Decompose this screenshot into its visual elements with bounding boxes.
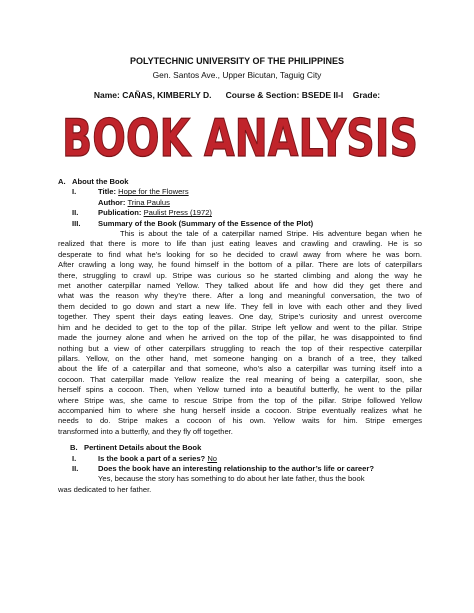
publication-row: II. Publication: Paulist Press (1972) xyxy=(72,208,212,218)
section-b-heading: B. Pertinent Details about the Book xyxy=(70,443,202,453)
summary-line: cocoon. That caterpillar made Yellow realize the real meaning of being a caterpillar, soon, she xyxy=(58,374,422,384)
section-a-heading: A. About the Book xyxy=(58,177,129,186)
series-answer: No xyxy=(207,453,218,463)
summary-line: nothing but a view of other caterpillars struggling to reach the top of their respective caterpillar xyxy=(58,343,422,353)
grade-label: Grade: xyxy=(352,90,381,100)
banner-title: BOOK ANALYSIS xyxy=(62,109,418,166)
summary-line: them decided to go down and start a new life. They fell in love with each other and they lived xyxy=(58,301,422,311)
title-row: I. Title: Hope for the Flowers xyxy=(72,187,189,197)
name-value: CAÑAS, KIMBERLY D. xyxy=(122,90,212,100)
summary-line: there, struggling to crawl up. Stripe was curious so he started climbing and along the way he xyxy=(58,270,422,280)
summary-line: transformed into a butterfly, and they fly off together. xyxy=(58,426,233,436)
summary-line: where Stripe was, she came to rescue Stripe from the top of the pillar. Stripe followed Yellow xyxy=(58,395,422,405)
author-row: Author: Trina Paulus xyxy=(98,197,170,207)
summary-line: pillars. Yellow, on the other hand, met someone hanging on a branch of a tree, they talked xyxy=(58,353,422,363)
summary-line: This is about the tale of a caterpillar named Stripe. His adventure began when he xyxy=(120,229,422,239)
summary-line: realized that there is more to life than just eating leaves and crawling and crawling. He is so xyxy=(58,239,422,249)
summary-line: met another caterpillar named Yellow. They talked about life and how did they get there and xyxy=(58,281,422,291)
summary-line: about the life of a caterpillar and that someone, who’s also a caterpillar was turning itself into a xyxy=(58,364,422,374)
summary-line: made the journey alone and when he arrived on the top of the pillar, he was disappointed to find xyxy=(58,333,422,343)
document-body xyxy=(58,177,422,495)
summary-line: desperate to find what he’s looking for so he decided to crawl away from where he was born. xyxy=(58,249,422,259)
university-name: POLYTECHNIC UNIVERSITY OF THE PHILIPPINES xyxy=(129,56,345,66)
university-address: Gen. Santos Ave., Upper Bicutan, Taguig City xyxy=(152,70,322,80)
name-label: Name: xyxy=(93,90,120,100)
student-info-row xyxy=(0,90,474,100)
summary-line: together. They spent their days eating leaves. One day, Stripe’s curiosity and unrest overcome xyxy=(58,312,422,322)
relationship-answer-line: was dedicated to her father. xyxy=(58,484,152,494)
summary-heading-row: III. Summary of the Book (Summary of the Essence of the Plot) xyxy=(72,218,314,228)
course-value: BSEDE II-I xyxy=(301,90,344,100)
relationship-question-row: II. Does the book have an interesting relationship to the author’s life or career? xyxy=(72,463,374,473)
summary-line: accompanied him to where she hung herself inside a cocoon. Stripe eventually realizes what he xyxy=(58,405,422,415)
course-label: Course & Section: xyxy=(225,90,300,100)
summary-paragraph xyxy=(58,229,422,437)
summary-line: him and he decided to get to the top of the pillar. Stripe left yellow and went to the pillar. Stripe xyxy=(58,322,422,332)
summary-line: After crawling a long way, he found himself in the bottom of a pillar. There are lots of caterpillars xyxy=(58,260,422,270)
summary-line: what was the reason why they’re there. After a long and meaningful conversation, the two of xyxy=(58,291,422,301)
series-question-row: I. Is the book a part of a series? No xyxy=(72,453,218,463)
book-analysis-banner xyxy=(60,108,420,166)
title-value: Hope for the Flowers xyxy=(118,187,189,197)
relationship-answer-line: Yes, because the story has something to do about her late father, thus the book xyxy=(98,474,365,484)
summary-line: needs to do. Stripe makes a cocoon of his own. Yellow waits for him. Stripe emerges xyxy=(58,416,422,426)
publication-value: Paulist Press (1972) xyxy=(143,208,212,218)
author-value: Trina Paulus xyxy=(127,197,170,207)
summary-line: herself spins a cocoon. Then, when Yellow turned into a beautiful butterfly, he went to the pillar xyxy=(58,385,422,395)
